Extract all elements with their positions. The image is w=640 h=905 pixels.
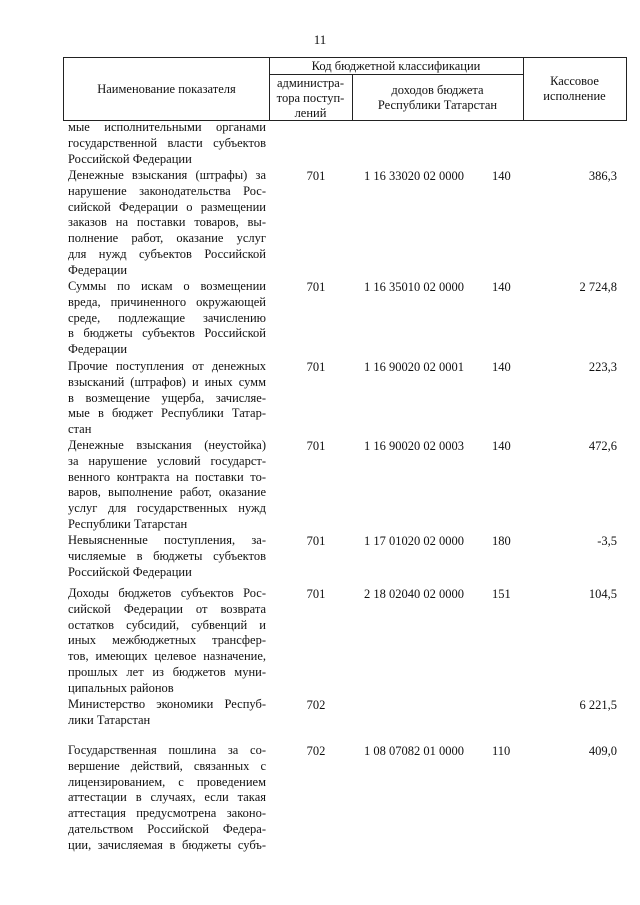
row-name-line: Суммы по искам о возмещении [68,279,266,293]
row-name-line: лики Татарстан [68,712,151,727]
row-name-line: Федерации [68,342,128,357]
row-subcode: 140 [492,439,511,453]
row-name-line: услуг для государственных нужд [68,501,266,516]
header-income-line-1: доходов бюджета [391,83,484,97]
row-name-line: Республики Татарстан [68,516,188,531]
row-name-line: в возмещение ущерба, зачисляе- [68,390,266,405]
row-name [68,120,266,167]
row-name-line: иных межбюджетных трансфер- [68,633,266,648]
row-name-line: Денежные взыскания (неустойка) [68,438,266,452]
row-name-line: аттестация предусмотрена законо- [68,806,266,821]
row-name-line: среде, подлежащие зачислению [68,310,266,325]
row-name-line: остатков субсидий, субвенций и [68,617,266,632]
header-income-column [352,75,523,121]
row-execution-sum: -3,5 [597,534,617,548]
header-code-group: Код бюджетной классификации [311,58,481,73]
header-exec-line-2: исполнение [543,89,606,103]
row-subcode: 110 [492,744,511,758]
row-subcode: 140 [492,169,511,183]
header-name-column: Наименование показателя [97,81,236,96]
row-name-line: Государственная пошлина за со- [68,743,266,757]
table-header [63,57,627,121]
row-name-line: для нужд субъектов Российской [68,246,266,261]
row-name-line: Министерство экономики Респуб- [68,697,266,711]
row-name-line: Российской Федерации [68,151,192,166]
row-execution-sum: 2 724,8 [579,280,617,294]
row-name-line: полнение работ, оказание услуг [68,231,266,246]
row-execution-sum: 472,6 [588,439,617,453]
row-admin-code: 701 [306,280,326,294]
row-name [68,697,266,729]
row-execution-sum: 409,0 [588,744,617,758]
row-name-line: за нарушение условий государст- [68,453,266,468]
row-name-line: варов, выполнение работ, оказание [68,485,266,500]
row-execution-sum: 223,3 [588,360,617,374]
row-admin-code: 702 [306,744,326,758]
row-admin-code: 701 [306,534,326,548]
row-name-line: сийской Федерации от возврата [68,601,266,616]
row-name-line: Федерации [68,262,128,277]
row-admin-code: 701 [306,360,326,374]
row-name-line: мые в бюджет Республики Татар- [68,406,266,421]
header-exec-line-1: Кассовое [550,74,599,88]
row-name-line: Невыясненные поступления, за- [68,533,266,547]
header-income-line-2: Республики Татарстан [377,98,498,112]
row-name-line: Денежные взыскания (штрафы) за [68,168,266,182]
row-admin-code: 701 [306,439,326,453]
row-subcode: 140 [492,360,511,374]
row-name [68,586,266,697]
row-name-line: вершение действий, связанных с [68,758,266,773]
row-name-line: Доходы бюджетов субъектов Рос- [68,586,266,600]
row-income-code: 2 18 02040 02 0000 [364,587,464,601]
row-subcode: 140 [492,280,511,294]
header-admin-line-1: администра- [276,75,344,90]
row-name-line: числяемые в бюджеты субъектов [68,548,266,563]
header-admin-line-3: лений [294,105,327,120]
row-name-line: нарушение законодательства Рос- [68,183,266,198]
row-name-line: Прочие поступления от денежных [68,359,266,373]
header-execution-column [523,58,626,120]
row-name-line: аттестации в случаях, если такая [68,790,266,805]
row-name-line: заказов на поставки товаров, вы- [68,215,266,230]
row-name-line: стан [68,422,92,437]
row-admin-code: 701 [306,587,326,601]
row-name-line: ции, зачисляемая в бюджеты субъ- [68,837,266,852]
page-number: 11 [313,32,327,47]
row-admin-code: 702 [306,698,326,712]
row-name [68,359,266,438]
row-name-line: лицензированием, с проведением [68,774,266,789]
row-income-code: 1 16 35010 02 0000 [364,280,464,294]
row-income-code: 1 17 01020 02 0000 [364,534,464,548]
row-income-code: 1 16 33020 02 0000 [364,169,464,183]
header-admin-line-2: тора поступ- [276,90,345,105]
row-subcode: 151 [492,587,511,601]
header-admin-column [269,75,352,121]
row-name-line: мые исполнительными органами [68,120,266,134]
row-name-line: взысканий (штрафов) и иных сумм [68,374,266,389]
row-admin-code: 701 [306,169,326,183]
row-name-line: вреда, причиненного окружающей [68,294,266,309]
row-name-line: государственной власти субъектов [68,135,266,150]
row-name-line: тов, имеющих целевое назначение, [68,649,266,664]
row-name [68,279,266,358]
row-name-line: венного контракта на поставки то- [68,469,266,484]
row-name [68,743,266,854]
row-execution-sum: 6 221,5 [579,698,617,712]
row-name [68,168,266,279]
row-subcode: 180 [492,534,511,548]
row-name-line: прошлых лет из бюджетов муни- [68,664,266,679]
row-name-line: дательством Российской Федера- [68,821,266,836]
row-name [68,438,266,533]
row-execution-sum: 386,3 [588,169,617,183]
row-name-line: в бюджеты субъектов Российской [68,326,266,341]
row-execution-sum: 104,5 [588,587,617,601]
row-name-line: ципальных районов [68,680,174,695]
row-income-code: 1 08 07082 01 0000 [364,744,464,758]
row-name-line: Российской Федерации [68,564,192,579]
row-income-code: 1 16 90020 02 0001 [364,360,464,374]
row-income-code: 1 16 90020 02 0003 [364,439,464,453]
row-name-line: сийской Федерации о размещении [68,199,266,214]
row-name [68,533,266,580]
